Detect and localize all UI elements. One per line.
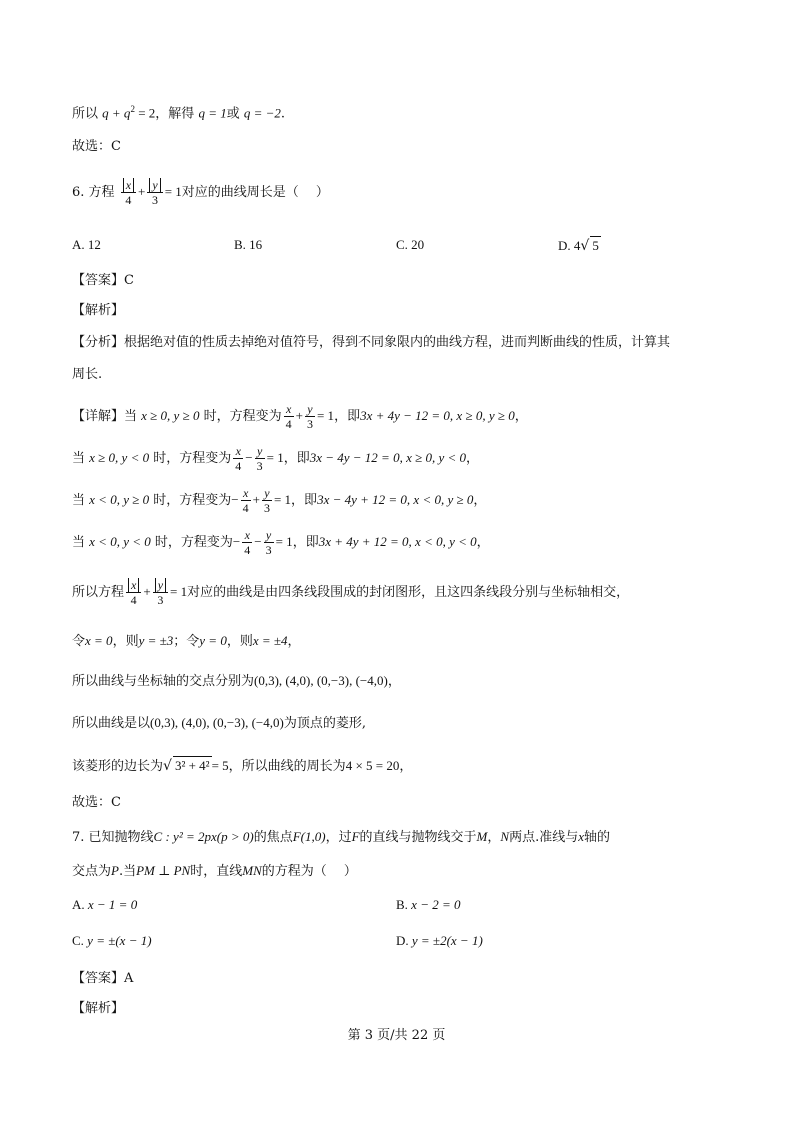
text: ；令 xyxy=(173,634,200,649)
summary-line-2 xyxy=(72,632,301,651)
math: x ≥ 0, y < 0 xyxy=(89,450,150,465)
answer-label: 【答案】A xyxy=(72,971,134,986)
option-d xyxy=(396,932,483,950)
detail-line-1: 【详解】当 x ≥ 0, y ≥ 0 时，方程变为 $\frac{x}{4}$ + $\frac{y}{3}$ = 1，即3x + 4y − 12 = 0, x ≥ 0, y ≥ 0， xyxy=(72,402,528,431)
math: = 5 xyxy=(211,758,229,773)
summary-line-5 xyxy=(72,756,412,776)
math: x < 0, y < 0 xyxy=(89,534,151,549)
text: 时，直线 xyxy=(190,864,243,879)
text: 所以方程 xyxy=(72,585,125,600)
text: ， xyxy=(473,493,487,508)
text: ， xyxy=(476,535,490,550)
math: 3x + 4y + 12 = 0, x < 0, y < 0 xyxy=(318,534,477,549)
text: 的直线与抛物线交于 xyxy=(359,830,477,845)
text: 交点为 xyxy=(72,864,112,879)
q-number: 7. 已知抛物线 xyxy=(72,830,154,845)
math: + xyxy=(138,184,146,199)
math: q = 1 xyxy=(198,105,227,121)
sqrt-icon: √ xyxy=(163,758,172,774)
text: ， xyxy=(466,451,480,466)
option-a xyxy=(72,896,137,914)
math: y = ±2(x − 1) xyxy=(411,933,483,948)
text: . xyxy=(280,106,286,122)
question-7 xyxy=(72,828,610,847)
math: M xyxy=(476,829,488,844)
math: x ≥ 0, y ≥ 0 xyxy=(141,408,200,423)
option-c: C. 20 xyxy=(396,237,425,252)
math: C : y² = 2px(p > 0) xyxy=(153,829,254,844)
math: 3x − 4y + 12 = 0, x < 0, y ≥ 0 xyxy=(317,492,474,507)
text: 时，方程变为 xyxy=(203,409,282,424)
sqrt-icon: √ xyxy=(580,238,590,254)
math: 4 xyxy=(125,193,132,207)
text: 时，方程变为 xyxy=(154,535,233,550)
math: x − 1 = 0 xyxy=(87,897,138,912)
math: = 2 xyxy=(134,105,156,121)
math: 3x + 4y − 12 = 0, x ≥ 0, y ≥ 0 xyxy=(360,408,515,423)
math: x − 2 = 0 xyxy=(411,897,461,912)
text: 为顶点的菱形, xyxy=(283,716,366,731)
text: 【详解】当 xyxy=(72,409,138,424)
text: ，过 xyxy=(325,830,352,845)
text: 当 xyxy=(72,451,86,466)
text: D. 4 xyxy=(558,238,581,253)
math: 3 xyxy=(152,193,159,207)
text: ， xyxy=(487,830,501,845)
math-sup: 2 xyxy=(130,104,135,114)
math: x xyxy=(123,178,134,192)
math: F(1,0) xyxy=(292,829,326,844)
text: 当 xyxy=(72,493,86,508)
text: ，所以曲线的周长为 xyxy=(228,759,346,774)
option-a: A. 12 xyxy=(72,237,101,252)
fraction xyxy=(121,178,136,207)
text: 的方程为（ ） xyxy=(261,864,357,879)
text: ，即 xyxy=(334,409,361,424)
text: 所以曲线与坐标轴的交点分别为 xyxy=(72,674,255,689)
text: .当 xyxy=(118,864,137,879)
math: x = 0 xyxy=(85,633,113,648)
page-footer: 第 3 页/共 22 页 xyxy=(347,1028,446,1043)
option-b: B. 16 xyxy=(234,237,263,252)
math: x xyxy=(578,829,584,844)
math: N xyxy=(500,829,510,844)
math: x = ±4 xyxy=(252,633,288,648)
math: PM ⊥ PN xyxy=(136,863,191,878)
math: y = ±3 xyxy=(138,633,174,648)
math: x < 0, y ≥ 0 xyxy=(89,492,150,507)
choice-line: 故选：C xyxy=(72,139,121,154)
math: q = −2 xyxy=(243,105,281,121)
math: 3² + 4² xyxy=(174,758,210,773)
math: q + q xyxy=(102,105,131,121)
text-line xyxy=(72,100,285,123)
math: (0,3), (4,0), (0,−3), (−4,0) xyxy=(150,715,284,730)
math: 3x − 4y − 12 = 0, x ≥ 0, y < 0 xyxy=(309,450,467,465)
text: ，则 xyxy=(226,634,253,649)
answer-label: 【答案】C xyxy=(72,273,134,288)
text: 轴的 xyxy=(584,830,611,845)
text: ， xyxy=(399,759,413,774)
fraction xyxy=(147,178,162,207)
text: ， xyxy=(387,674,401,689)
option-label: A. xyxy=(72,897,85,912)
q-number: 6. 方程 xyxy=(72,185,115,200)
text: 所以曲线是以 xyxy=(72,716,151,731)
detail-line-3: 当 x < 0, y ≥ 0 时，方程变为− $\frac{x}{4}$ + $\frac{y}{3}$ = 1，即3x − 4y + 12 = 0, x < 0, y ≥ 0， xyxy=(72,486,487,515)
text: 或 xyxy=(226,106,240,122)
math: y = 0 xyxy=(199,633,227,648)
choice-line: 故选：C xyxy=(72,795,121,810)
question-6 xyxy=(72,178,329,207)
summary-line-4 xyxy=(72,714,366,733)
math: 4 × 5 = 20 xyxy=(345,758,400,773)
math: F xyxy=(351,829,360,844)
analysis-label: 【解析】 xyxy=(72,1001,125,1016)
text: 当 xyxy=(72,535,86,550)
math: y xyxy=(149,178,160,192)
text: 所以 xyxy=(72,106,99,122)
detail-line-4: 当 x < 0, y < 0 时，方程变为− $\frac{x}{4}$ − $\frac{y}{3}$ = 1，即3x + 4y + 12 = 0, x < 0, y < 0， xyxy=(72,528,490,557)
text: ， xyxy=(514,409,528,424)
math: (0,3), (4,0), (0,−3), (−4,0) xyxy=(254,673,388,688)
fraction: $\frac{y}{3}$ xyxy=(306,402,313,431)
analysis-text-cont: 周长. xyxy=(72,367,103,382)
option-c xyxy=(72,932,152,950)
analysis-label: 【解析】 xyxy=(72,303,125,318)
text: ，则 xyxy=(112,634,139,649)
text: 令 xyxy=(72,634,86,649)
option-label: D. xyxy=(396,933,409,948)
text: 的焦点 xyxy=(253,830,293,845)
option-label: B. xyxy=(396,897,408,912)
text: ， xyxy=(287,634,301,649)
summary-line-1: 所以方程 $\frac{x}{4}$ + $\frac{y}{3}$ = 1对应的曲线是由四条线段围成的封闭图形，且这四条线段分别与坐标轴相交， xyxy=(72,578,630,607)
math: 5 xyxy=(592,238,599,253)
analysis-text: 【分析】根据绝对值的性质去掉绝对值符号，得到不同象限内的曲线方程，进而判断曲线的性质，计算其 xyxy=(72,335,671,350)
text: 对应的曲线周长是（ ） xyxy=(181,185,329,200)
detail-line-2: 当 x ≥ 0, y < 0 时，方程变为 $\frac{x}{4}$ − $\frac{y}{3}$ = 1，即3x − 4y − 12 = 0, x ≥ 0, y < 0， xyxy=(72,444,480,473)
option-b xyxy=(396,896,461,914)
text: 对应的曲线是由四条线段围成的封闭图形，且这四条线段分别与坐标轴相交， xyxy=(187,585,630,600)
math: y = ±(x − 1) xyxy=(87,933,152,948)
fraction: $\frac{x}{4}$ xyxy=(285,402,292,431)
text: 两点.准线与 xyxy=(509,830,579,845)
option-d xyxy=(558,236,601,255)
text: ，解得 xyxy=(155,106,195,122)
text: 时，方程变为 xyxy=(153,451,232,466)
option-label: C. xyxy=(72,933,84,948)
summary-line-3 xyxy=(72,672,401,691)
text: 时，方程变为 xyxy=(153,493,232,508)
math: P xyxy=(111,863,119,878)
question-7-cont xyxy=(72,862,357,881)
math: MN xyxy=(242,863,262,878)
text: 该菱形的边长为 xyxy=(72,759,164,774)
math: = 1 xyxy=(164,184,182,199)
